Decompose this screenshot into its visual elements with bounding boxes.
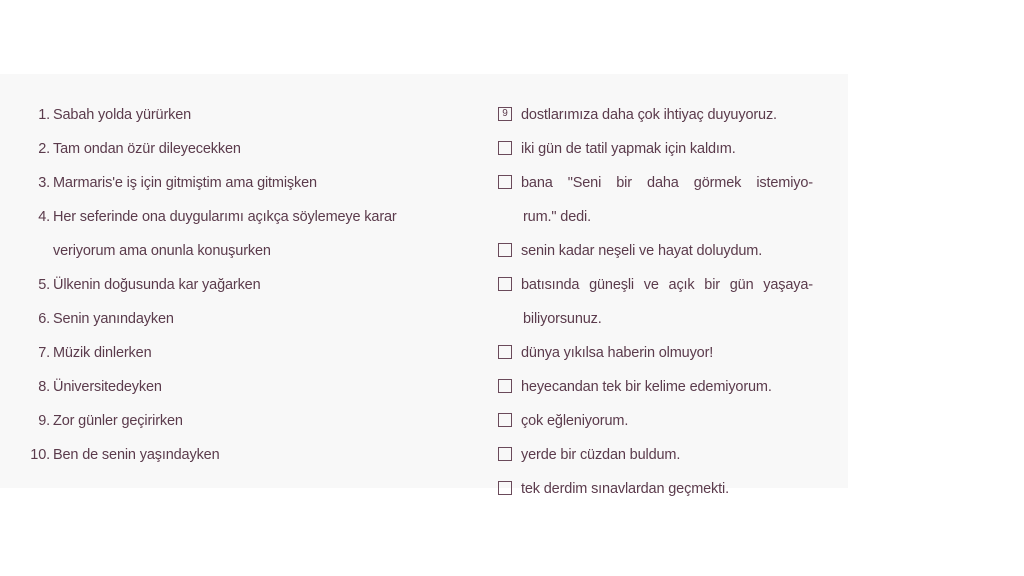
list-item <box>22 272 462 306</box>
answer-checkbox[interactable] <box>498 481 512 495</box>
item-text: Tam ondan özür dileyecekken <box>53 141 241 157</box>
item-number: 8. <box>38 379 50 395</box>
item-text-continuation: biliyorsunuz. <box>523 311 602 327</box>
item-text: Müzik dinlerken <box>53 345 152 361</box>
item-number: 6. <box>38 311 50 327</box>
item-text: Her seferinde ona duygularımı açıkça söylemeye karar <box>53 209 397 225</box>
item-number: 1. <box>38 107 50 123</box>
item-text: yerde bir cüzdan buldum. <box>521 447 681 463</box>
item-text: Ben de senin yaşındayken <box>53 447 220 463</box>
list-item <box>22 102 462 136</box>
item-text: Marmaris'e iş için gitmiştim ama gitmişken <box>53 175 317 191</box>
item-text: Ülkenin doğusunda kar yağarken <box>53 277 261 293</box>
list-item <box>22 374 462 408</box>
list-item <box>498 170 823 204</box>
item-number: 3. <box>38 175 50 191</box>
answer-checkbox[interactable]: 9 <box>498 107 512 121</box>
list-item <box>498 136 823 170</box>
list-item <box>498 374 823 408</box>
item-number: 2. <box>38 141 50 157</box>
answer-checkbox[interactable] <box>498 175 512 189</box>
item-text: senin kadar neşeli ve hayat doluydum. <box>521 243 763 259</box>
list-item <box>22 204 462 238</box>
list-item <box>498 476 823 510</box>
list-item <box>498 238 823 272</box>
answer-checkbox[interactable] <box>498 379 512 393</box>
answer-checkbox[interactable] <box>498 141 512 155</box>
list-item <box>22 442 462 476</box>
list-item <box>498 272 823 306</box>
item-number: 7. <box>38 345 50 361</box>
item-text: iki gün de tatil yapmak için kaldım. <box>521 141 736 157</box>
list-item <box>22 170 462 204</box>
item-number: 9. <box>38 413 50 429</box>
list-item <box>498 408 823 442</box>
item-number: 10. <box>30 447 50 463</box>
list-item <box>22 136 462 170</box>
item-text: Üniversitedeyken <box>53 379 162 395</box>
list-item <box>498 442 823 476</box>
item-text: batısında güneşli ve açık bir gün yaşaya- <box>521 277 813 293</box>
item-text: bana "Seni bir daha görmek istemiyo- <box>521 175 813 191</box>
answer-checkbox[interactable] <box>498 413 512 427</box>
sentence-endings-list <box>498 102 823 510</box>
sentence-beginnings-list <box>22 102 462 476</box>
answer-checkbox[interactable] <box>498 277 512 291</box>
item-text: tek derdim sınavlardan geçmekti. <box>521 481 729 497</box>
item-text-continuation: veriyorum ama onunla konuşurken <box>53 243 271 259</box>
item-text: dostlarımıza daha çok ihtiyaç duyuyoruz. <box>521 107 777 123</box>
list-item <box>498 340 823 374</box>
item-text-continuation: rum." dedi. <box>523 209 591 225</box>
item-text: dünya yıkılsa haberin olmuyor! <box>521 345 714 361</box>
list-item <box>22 340 462 374</box>
item-text: Zor günler geçirirken <box>53 413 183 429</box>
list-item <box>498 102 823 136</box>
item-text: Senin yanındayken <box>53 311 174 327</box>
item-text: Sabah yolda yürürken <box>53 107 192 123</box>
list-item <box>22 408 462 442</box>
answer-checkbox[interactable] <box>498 447 512 461</box>
item-number: 5. <box>38 277 50 293</box>
item-number: 4. <box>38 209 50 225</box>
answer-checkbox[interactable] <box>498 243 512 257</box>
item-text: çok eğleniyorum. <box>521 413 629 429</box>
list-item <box>22 306 462 340</box>
item-text: heyecandan tek bir kelime edemiyorum. <box>521 379 772 395</box>
answer-checkbox[interactable] <box>498 345 512 359</box>
